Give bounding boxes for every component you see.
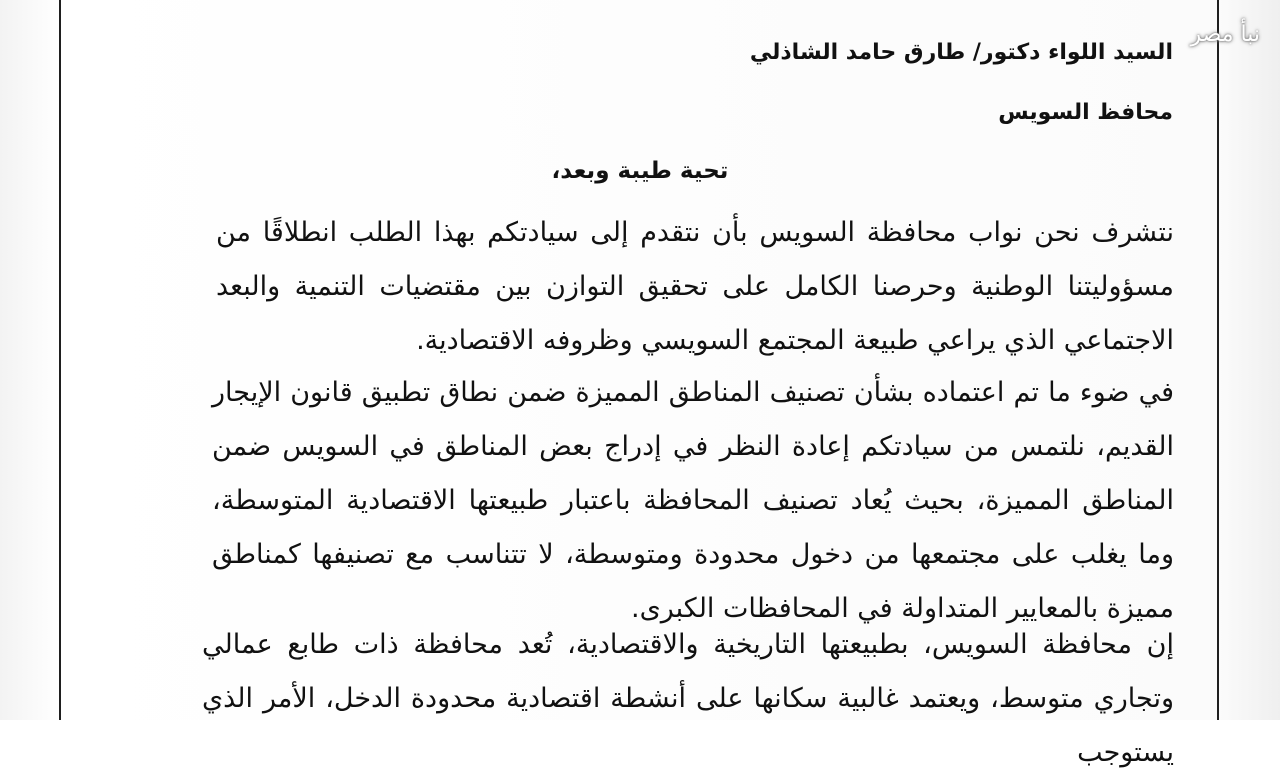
letter-greeting: تحية طيبة وبعد، xyxy=(551,158,729,184)
letter-paragraph: نتشرف نحن نواب محافظة السويس بأن نتقدم إلى سيادتكم بهذا الطلب انطلاقًا من مسؤوليتنا الوطنية وحرصنا الكامل على تحقيق التوازن بين مقتضيات التنمية والبعد الاجتماعي الذي يراعي طبيعة المجتمع السويسي وظروفه الاقتصادية. xyxy=(216,217,1174,356)
letter-recipient-title: محافظ السويس xyxy=(998,100,1173,125)
letter-paragraph: في ضوء ما تم اعتماده بشأن تصنيف المناطق المميزة ضمن نطاق تطبيق قانون الإيجار القديم، نلتمس من سيادتكم إعادة النظر في إدراج بعض المناطق في السويس ضمن المناطق المميزة، بحيث يُعاد تصنيف المحافظة باعتبار طبيعتها الاقتصادية المتوسطة، وما يغلب على مجتمعها من دخول محدودة ومتوسطة، لا تتناسب مع تصنيفها كمناطق مميزة بالمعايير المتداولة في المحافظات الكبرى. xyxy=(212,377,1174,624)
paper-right-edge xyxy=(1217,0,1219,720)
letter-addressee: السيد اللواء دكتور/ طارق حامد الشاذلي xyxy=(749,40,1173,65)
watermark-logo: نبأ مصر xyxy=(1190,22,1260,47)
paper-left-edge xyxy=(59,0,61,720)
letter-paragraph: إن محافظة السويس، بطبيعتها التاريخية والاقتصادية، تُعد محافظة ذات طابع عمالي وتجاري متوسط، ويعتمد غالبية سكانها على أنشطة اقتصادية محدودة الدخل، الأمر الذي يستوجب xyxy=(202,629,1174,768)
